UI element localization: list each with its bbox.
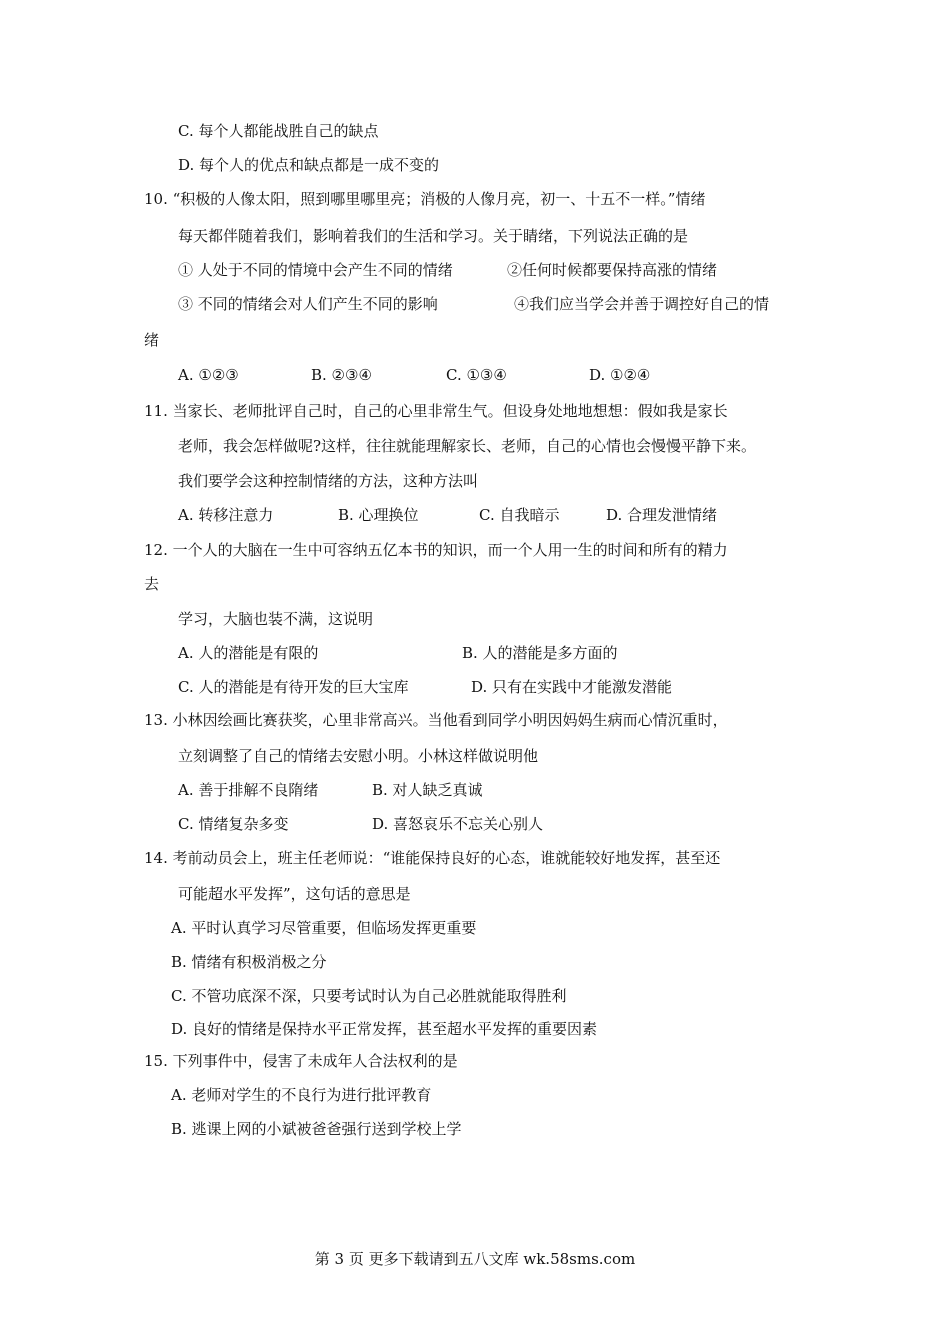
q10-stem-line2: 每天都伴随着我们，影响着我们的生活和学习。关于睛绪，下列说法正确的是	[178, 227, 689, 245]
q13-option-a: A. 善于排解不良隋绪	[178, 781, 319, 799]
q14-option-a: A. 平时认真学习尽管重要，但临场发挥更重要	[171, 919, 477, 937]
q10-option-a: A. ①②③	[178, 366, 239, 384]
q14-option-d: D. 良好的情绪是保持水平正常发挥，甚至超水平发挥的重要因素	[171, 1020, 598, 1038]
q10-statement-4-cont: 绪	[144, 331, 160, 349]
q10-stem-line1: 10. “积极的人像太阳，照到哪里哪里亮；消极的人像月亮，初一、十五不一样。”情绪	[144, 190, 706, 208]
q10-statement-3: ③ 不同的情绪会对人们产生不同的影响	[178, 295, 438, 313]
q12-stem-line1: 12. 一个人的大脑在一生中可容纳五亿本书的知识，而一个人用一生的时间和所有的精力	[144, 541, 728, 559]
q11-option-d: D. 合理发泄情绪	[606, 506, 718, 524]
q10-statement-2: ②任何时候都要保持高涨的情绪	[507, 261, 718, 279]
q12-stem-line1-cont: 去	[144, 575, 160, 593]
q13-stem-line2: 立刻调整了自己的情绪去安慰小明。小林这样做说明他	[178, 747, 539, 765]
q12-option-c: C. 人的潜能是有待开发的巨大宝库	[178, 678, 409, 696]
q11-stem-line3: 我们要学会这种控制情绪的方法，这种方法叫	[178, 472, 479, 490]
q11-option-a: A. 转移注意力	[178, 506, 274, 524]
q12-stem-line2: 学习，大脑也装不满，这说明	[178, 610, 374, 628]
q10-option-b: B. ②③④	[311, 366, 372, 384]
q14-option-c: C. 不管功底深不深，只要考试时认为自己必胜就能取得胜利	[171, 987, 567, 1005]
q13-stem-line1: 13. 小林因绘画比赛获奖，心里非常高兴。当他看到同学小明因妈妈生病而心情沉重时，	[144, 711, 728, 729]
q14-stem-line2: 可能超水平发挥”，这句话的意思是	[178, 885, 411, 903]
q11-option-c: C. 自我暗示	[479, 506, 560, 524]
q11-option-b: B. 心理换位	[338, 506, 419, 524]
page-footer: 第 3 页 更多下载请到五八文库 wk.58sms.com	[314, 1250, 636, 1268]
q11-stem-line2: 老师，我会怎样做呢?这样，往往就能理解家长、老师，自己的心情也会慢慢平静下来。	[178, 437, 757, 455]
q11-stem-line1: 11. 当家长、老师批评自己时，自己的心里非常生气。但设身处地地想想：假如我是家长	[144, 402, 728, 420]
q9-option-d: D. 每个人的优点和缺点都是一成不变的	[178, 156, 440, 174]
q10-statement-4: ④我们应当学会并善于调控好自己的情	[514, 295, 770, 313]
q13-option-c: C. 情绪复杂多变	[178, 815, 289, 833]
q12-option-b: B. 人的潜能是多方面的	[462, 644, 618, 662]
q14-option-b: B. 情绪有积极消极之分	[171, 953, 327, 971]
q10-option-c: C. ①③④	[446, 366, 507, 384]
q10-statement-1: ① 人处于不同的情境中会产生不同的情绪	[178, 261, 453, 279]
q12-option-d: D. 只有在实践中才能激发潜能	[471, 678, 673, 696]
q15-stem-line1: 15. 下列事件中，侵害了未成年人合法权利的是	[144, 1052, 458, 1070]
q15-option-b: B. 逃课上网的小斌被爸爸强行送到学校上学	[171, 1120, 462, 1138]
q10-option-d: D. ①②④	[589, 366, 651, 384]
q13-option-d: D. 喜怒哀乐不忘关心别人	[372, 815, 544, 833]
q15-option-a: A. 老师对学生的不良行为进行批评教育	[171, 1086, 432, 1104]
q13-option-b: B. 对人缺乏真诚	[372, 781, 483, 799]
q14-stem-line1: 14. 考前动员会上，班主任老师说：“谁能保持良好的心态，谁就能较好地发挥，甚至还	[144, 849, 721, 867]
q9-option-c: C. 每个人都能战胜自己的缺点	[178, 122, 379, 140]
q12-option-a: A. 人的潜能是有限的	[178, 644, 319, 662]
